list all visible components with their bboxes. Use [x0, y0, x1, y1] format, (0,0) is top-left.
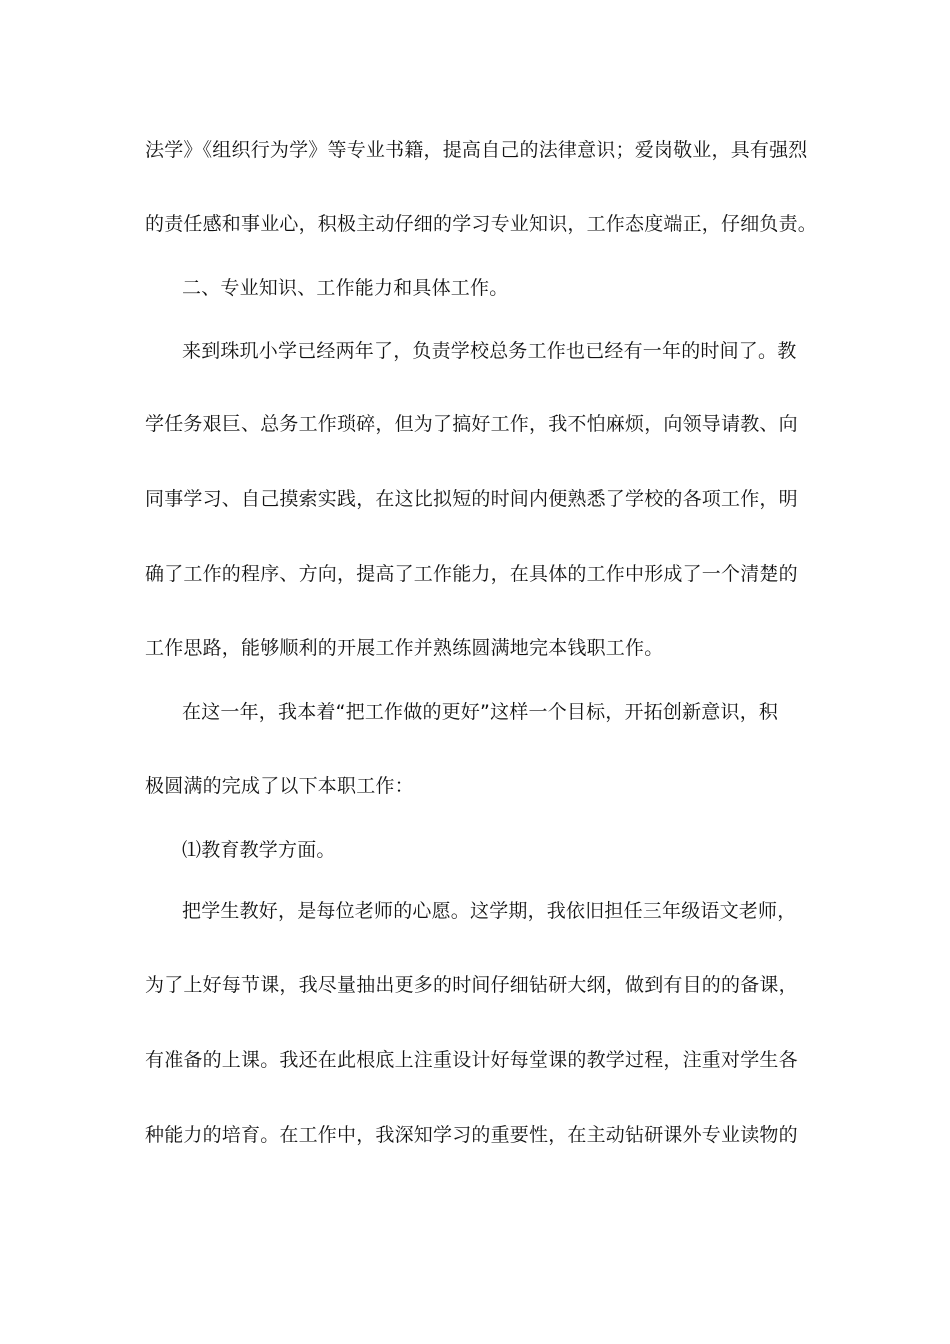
text-line: 极圆满的完成了以下本职工作： — [145, 775, 414, 797]
text-line: 的责任感和事业心，积极主动仔细的学习专业知识，工作态度端正，仔细负责。 — [145, 213, 818, 235]
text-line: 法学》《组织行为学》等专业书籍，提高自己的法律意识；爱岗敬业，具有强烈 — [145, 139, 808, 161]
text-line: 有准备的上课。我还在此根底上注重设计好每堂课的教学过程，注重对学生各 — [145, 1049, 798, 1071]
subsection-heading: ⑴教育教学方面。 — [182, 839, 336, 861]
text-line: 在这一年，我本着“把工作做的更好”这样一个目标，开拓创新意识，积 — [182, 701, 779, 723]
text-line: 种能力的培育。在工作中，我深知学习的重要性，在主动钻研课外专业读物的 — [145, 1124, 798, 1146]
text-line: 确了工作的程序、方向，提高了工作能力，在具体的工作中形成了一个清楚的 — [145, 563, 798, 585]
text-line: 为了上好每节课，我尽量抽出更多的时间仔细钻研大纲，做到有目的的备课， — [145, 974, 798, 996]
section-heading: 二、专业知识、工作能力和具体工作。 — [182, 277, 509, 299]
text-line: 来到珠玑小学已经两年了，负责学校总务工作也已经有一年的时间了。教 — [182, 340, 797, 362]
text-line: 工作思路，能够顺利的开展工作并熟练圆满地完本钱职工作。 — [145, 637, 664, 659]
text-line: 同事学习、自己摸索实践，在这比拟短的时间内便熟悉了学校的各项工作，明 — [145, 488, 798, 510]
text-line: 学任务艰巨、总务工作琐碎，但为了搞好工作，我不怕麻烦，向领导请教、向 — [145, 413, 798, 435]
text-line: 把学生教好，是每位老师的心愿。这学期，我依旧担任三年级语文老师， — [182, 900, 797, 922]
